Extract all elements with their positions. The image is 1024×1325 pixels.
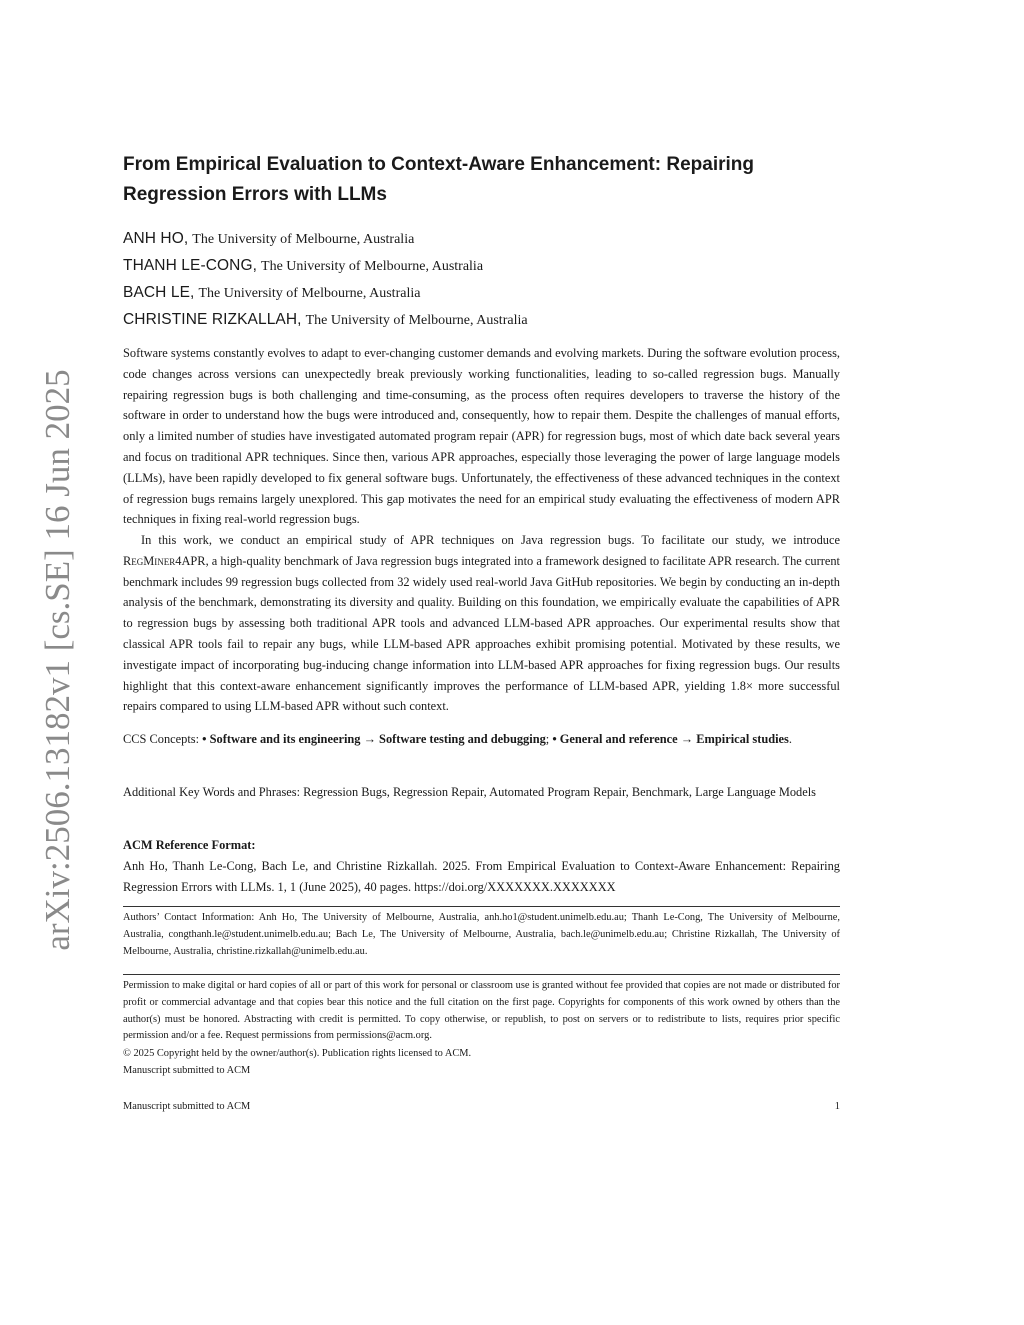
permission-notice: Permission to make digital or hard copies of all or part of this work for personal or classroom use is granted without fee provided that copies are not made or distributed for profit or commercial advantage and that copies bear this notice and the full citation on the first page. Copyrights for components of this work owned by others than the author(s) must be honored. Abstracting with credit is permitted. To copy otherwise, or republish, to post on servers or to redistribute to lists, requires prior specific permission and/or a fee. Request permissions from permissions@acm.org. xyxy=(123,980,840,1042)
abstract-p2-body: , a high-quality benchmark of Java regression bugs integrated into a framework designed to facilitate APR research. The current benchmark includes 99 regression bugs collected from 32 widely used real-world Java GitHub repositories. We begin by conducting an in-depth analysis of the benchmark, demonstrating its diversity and quality. Building on this foundation, we empirically evaluate the capabilities of APR to regression bugs by assessing both traditional APR tools and advanced LLM-based APR approaches. Our experimental results show that classical APR tools fail to repair any bugs, while LLM-based APR approaches exhibit promising potential. Motivated by these results, we investigate impact of incorporating bug-inducing change information into LLM-based APR approaches for fixing regression bugs. Our results highlight that this context-aware enhancement significantly improves the performance of LLM-based APR, yielding 1.8× more successful repairs compared to using LLM-based APR without such context. xyxy=(123,553,840,714)
author-entry xyxy=(123,225,840,252)
benchmark-name: RegMiner4APR xyxy=(123,553,206,568)
ccs-concept-1: • Software and its engineering → Software testing and debugging xyxy=(202,732,546,746)
abstract-p2-intro: In this work, we conduct an empirical study of APR techniques on Java regression bugs. To facilitate our study, we introduce xyxy=(141,533,840,547)
author-name: BACH LE, xyxy=(123,284,195,301)
ccs-label: CCS Concepts: xyxy=(123,732,203,746)
author-name: ANH HO, xyxy=(123,230,189,247)
acm-reference-text: Anh Ho, Thanh Le-Cong, Bach Le, and Christine Rizkallah. 2025. From Empirical Evaluation to Context-Aware Enhancement: Repairing Regression Errors with LLMs. 1, 1 (June 2025), 40 pages. https://doi.org/XXXXXXX.XXXXXXX xyxy=(123,859,840,894)
author-list xyxy=(123,225,840,333)
acm-reference-heading: ACM Reference Format: xyxy=(123,838,256,852)
abstract-paragraph-2 xyxy=(123,530,840,717)
footnote-divider xyxy=(123,906,840,907)
arxiv-identifier: arXiv:2506.13182v1 [cs.SE] 16 Jun 2025 xyxy=(38,369,77,951)
ccs-concept-2: • General and reference → Empirical studies xyxy=(552,732,789,746)
author-affiliation: The University of Melbourne, Australia xyxy=(305,313,528,328)
ccs-end: . xyxy=(788,732,792,746)
paper-title: From Empirical Evaluation to Context-Aware Enhancement: Repairing Regression Errors with LLMs xyxy=(123,154,754,205)
author-affiliation: The University of Melbourne, Australia xyxy=(192,232,415,247)
page-number: 1 xyxy=(834,1101,840,1112)
manuscript-note: Manuscript submitted to ACM xyxy=(123,1065,251,1076)
abstract-paragraph-1: Software systems constantly evolves to adapt to ever-changing customer demands and evolving markets. During the software evolution process, code changes across versions can unexpectedly break previously working functionalities, leading to so-called regression bugs. Manually repairing regression bugs is both challenging and time-consuming, as the process often requires developers to traverse the history of the software in order to understand how the bugs were introduced and, consequently, how to repair them. Despite the challenges of manual efforts, only a limited number of studies have investigated automated program repair (APR) for regression bugs, most of which date back several years and focus on traditional APR techniques. Since then, various APR approaches, especially those leveraging the power of large language models (LLMs), have been rapidly developed to fix general software bugs. Unfortunately, the effectiveness of these advanced techniques in the context of regression bugs remains largely unexplored. This gap motivates the need for an empirical study evaluating the effectiveness of modern APR techniques in fixing real-world regression bugs. xyxy=(123,346,840,527)
footer-label: Manuscript submitted to ACM xyxy=(123,1101,251,1112)
author-affiliation: The University of Melbourne, Australia xyxy=(198,286,421,301)
author-name: THANH LE-CONG, xyxy=(123,257,258,274)
author-name: CHRISTINE RIZKALLAH, xyxy=(123,311,302,328)
author-entry xyxy=(123,306,840,333)
copyright-notice: © 2025 Copyright held by the owner/author(s). Publication rights licensed to ACM. xyxy=(123,1048,472,1059)
ccs-concepts xyxy=(123,729,840,750)
ccs-separator: ; xyxy=(545,732,553,746)
author-affiliation: The University of Melbourne, Australia xyxy=(261,259,484,274)
author-contact-info: Authors’ Contact Information: Anh Ho, The University of Melbourne, Australia, anh.ho1@student.unimelb.edu.au; Thanh Le-Cong, The University of Melbourne, Australia, congthanh.le@student.unimelb.edu.au; Bach Le, The University of Melbourne, Australia, bach.le@unimelb.edu.au; Christine Rizkallah, The University of Melbourne, Australia, christine.rizkallah@unimelb.edu.au. xyxy=(123,912,840,957)
author-entry xyxy=(123,252,840,279)
permission-divider xyxy=(123,974,840,975)
author-entry xyxy=(123,279,840,306)
keywords: Additional Key Words and Phrases: Regression Bugs, Regression Repair, Automated Program Repair, Benchmark, Large Language Models xyxy=(123,785,817,799)
